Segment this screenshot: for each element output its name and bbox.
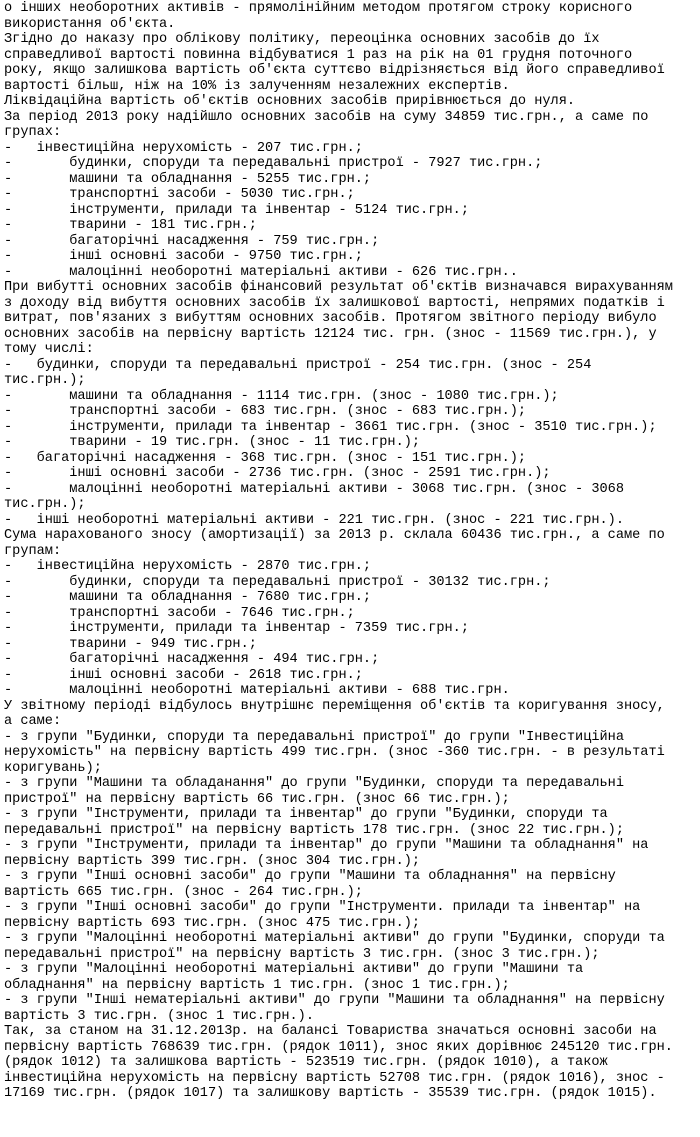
text-line: первісну вартість 399 тис.грн. (знос 304 тис.грн.); xyxy=(4,853,421,869)
text-line: - машини та обладнання - 1114 тис.грн. (знос - 1080 тис.грн.); xyxy=(4,388,559,404)
text-line: - з групи "Інші основні засоби" до групи "Інструменти. прилади та інвентар" на xyxy=(4,900,641,915)
text-line: тис.грн.); xyxy=(4,497,86,512)
text-line: вартості більш, ніж на 10% із залученням незалежних експертів. xyxy=(4,78,510,94)
text-line: - малоцінні необоротні матеріальні активи - 688 тис.грн. xyxy=(4,683,510,698)
text-line: тис.грн.); xyxy=(4,373,86,388)
text-line: первісну вартість 768639 тис.грн. (рядок 1011), знос яких дорівнює 245120 тис.грн. xyxy=(4,1039,673,1055)
text-line: коригувань); xyxy=(4,760,102,776)
text-line: інвестиційна нерухомість на первісну вартість 52708 тис.грн. (рядок 1016), знос - xyxy=(4,1070,665,1086)
text-line: тому числі: xyxy=(4,342,94,357)
text-line: Так, за станом на 31.12.2013р. на балансі Товариства значаться основні засоби на xyxy=(4,1024,657,1039)
text-line: - транспортні засоби - 683 тис.грн. (знос - 683 тис.грн.); xyxy=(4,404,527,419)
text-line: - будинки, споруди та передавальні пристрої - 7927 тис.грн.; xyxy=(4,156,543,171)
text-line: передавальні пристрої" на первісну вартість 3 тис.грн. (знос 3 тис.грн.); xyxy=(4,946,600,962)
text-line: - інші основні засоби - 9750 тис.грн.; xyxy=(4,249,363,264)
text-line: Згідно до наказу про облікову політику, переоцінка основних засобів до їх xyxy=(4,32,600,47)
text-line: - багаторічні насадження - 759 тис.грн.; xyxy=(4,233,380,249)
text-line: передавальні пристрої" на первісну вартість 178 тис.грн. (знос 22 тис.грн.); xyxy=(4,822,624,838)
text-line: пристрої" на первісну вартість 66 тис.грн. (знос 66 тис.грн.); xyxy=(4,791,510,807)
text-line: - з групи "Машини та обладанання" до групи "Будинки, споруди та передавальні xyxy=(4,776,624,791)
text-line: обладнання" на первісну вартість 1 тис.грн. (знос 1 тис.грн.); xyxy=(4,977,510,993)
text-line: Сума нарахованого зносу (амортизації) за 2013 р. склала 60436 тис.грн., а саме по xyxy=(4,528,665,543)
text-line: - інструменти, прилади та інвентар - 3661 тис.грн. (знос - 3510 тис.грн.); xyxy=(4,419,657,435)
text-line: вартість 3 тис.грн. (знос 1 тис.грн.). xyxy=(4,1008,314,1024)
text-line: - транспортні засоби - 5030 тис.грн.; xyxy=(4,187,355,202)
text-line: - машини та обладнання - 5255 тис.грн.; xyxy=(4,171,372,187)
text-line: справедливої вартості повинна відбуватися 1 раз на рік на 01 грудня поточного xyxy=(4,47,633,63)
text-line: первісну вартість 693 тис.грн. (знос 475 тис.грн.); xyxy=(4,915,421,931)
text-line: - малоцінні необоротні матеріальні активи - 3068 тис.грн. (знос - 3068 xyxy=(4,481,624,497)
text-line: о інших необоротних активів - прямолінійним методом протягом строку корисного xyxy=(4,1,633,16)
text-line: За період 2013 року надійшло основних засобів на суму 34859 тис.грн., а саме по xyxy=(4,109,649,125)
text-line: - інші необоротні матеріальні активи - 221 тис.грн. (знос - 221 тис.грн.). xyxy=(4,512,624,528)
text-line: використання об'єкта. xyxy=(4,16,176,32)
text-line: - з групи "Інструменти, прилади та інвентар" до групи "Будинки, споруди та xyxy=(4,807,608,822)
text-line: - з групи "Малоцінні необоротні матеріальні активи" до групи "Будинки, споруди та xyxy=(4,931,665,946)
text-line: з доходу від вибуття основних засобів їх залишкової вартості, непрямих податків і xyxy=(4,295,665,311)
text-line: групах: xyxy=(4,125,62,140)
text-line: - будинки, споруди та передавальні пристрої - 30132 тис.грн.; xyxy=(4,574,551,590)
text-line: вартість 665 тис.грн. (знос - 264 тис.грн.); xyxy=(4,884,363,900)
text-line: - інші основні засоби - 2618 тис.грн.; xyxy=(4,667,363,683)
text-line: 17169 тис.грн. (рядок 1017) та залишкову вартість - 35539 тис.грн. (рядок 1015). xyxy=(4,1086,657,1101)
text-line: - з групи "Інші основні засоби" до групи "Машини та обладнання" на первісну xyxy=(4,869,616,884)
text-line: - інструменти, прилади та інвентар - 5124 тис.грн.; xyxy=(4,202,469,218)
text-line: року, якщо залишкова вартість об'єкта суттєво відрізняється від його справедливої xyxy=(4,63,665,78)
text-line: Ліквідаційна вартість об'єктів основних засобів прирівнюється до нуля. xyxy=(4,94,576,109)
text-line: - будинки, споруди та передавальні пристрої - 254 тис.грн. (знос - 254 xyxy=(4,357,592,373)
text-line: - інвестиційна нерухомість - 2870 тис.грн.; xyxy=(4,559,372,574)
text-line: - тварини - 181 тис.грн.; xyxy=(4,218,257,233)
text-line: - інвестиційна нерухомість - 207 тис.грн.; xyxy=(4,140,363,156)
text-line: основних засобів на первісну вартість 12124 тис. грн. (знос - 11569 тис.грн.), у xyxy=(4,326,657,342)
text-line: При вибутті основних засобів фінансовий результат об'єктів визначався вирахуванням xyxy=(4,280,673,295)
text-line: нерухомість" на первісну вартість 499 тис.грн. (знос -360 тис.грн. - в результаті xyxy=(4,745,665,760)
text-line: групам: xyxy=(4,543,62,559)
text-line: а саме: xyxy=(4,714,62,729)
document-text xyxy=(4,1,696,1102)
text-line: - з групи "Інші нематеріальні активи" до групи "Машини та обладнання" на первісну xyxy=(4,993,665,1008)
text-line: - з групи "Інструменти, прилади та інвентар" до групи "Машини та обладнання" на xyxy=(4,838,649,853)
text-line: - інші основні засоби - 2736 тис.грн. (знос - 2591 тис.грн.); xyxy=(4,466,551,481)
text-line: - транспортні засоби - 7646 тис.грн.; xyxy=(4,605,355,621)
text-line: У звітному періоді відбулось внутрішнє переміщення об'єктів та коригування зносу, xyxy=(4,698,665,714)
text-line: (рядок 1012) та залишкова вартість - 523519 тис.грн. (рядок 1010), а також xyxy=(4,1055,608,1070)
text-line: - з групи "Будинки, споруди та передавальні пристрої" до групи "Інвестиційна xyxy=(4,729,624,745)
text-line: - машини та обладнання - 7680 тис.грн.; xyxy=(4,590,372,605)
text-line: - тварини - 949 тис.грн.; xyxy=(4,636,257,652)
text-line: витрат, пов'язаних з вибуттям основних засобів. Протягом звітного періоду вибуло xyxy=(4,311,657,326)
text-line: - з групи "Малоцінні необоротні матеріальні активи" до групи "Машини та xyxy=(4,962,584,977)
text-line: - малоцінні необоротні матеріальні активи - 626 тис.грн.. xyxy=(4,264,518,280)
text-line: - інструменти, прилади та інвентар - 7359 тис.грн.; xyxy=(4,621,469,636)
text-line: - багаторічні насадження - 494 тис.грн.; xyxy=(4,652,380,667)
text-line: - тварини - 19 тис.грн. (знос - 11 тис.грн.); xyxy=(4,435,421,450)
text-line: - багаторічні насадження - 368 тис.грн. (знос - 151 тис.грн.); xyxy=(4,450,527,466)
